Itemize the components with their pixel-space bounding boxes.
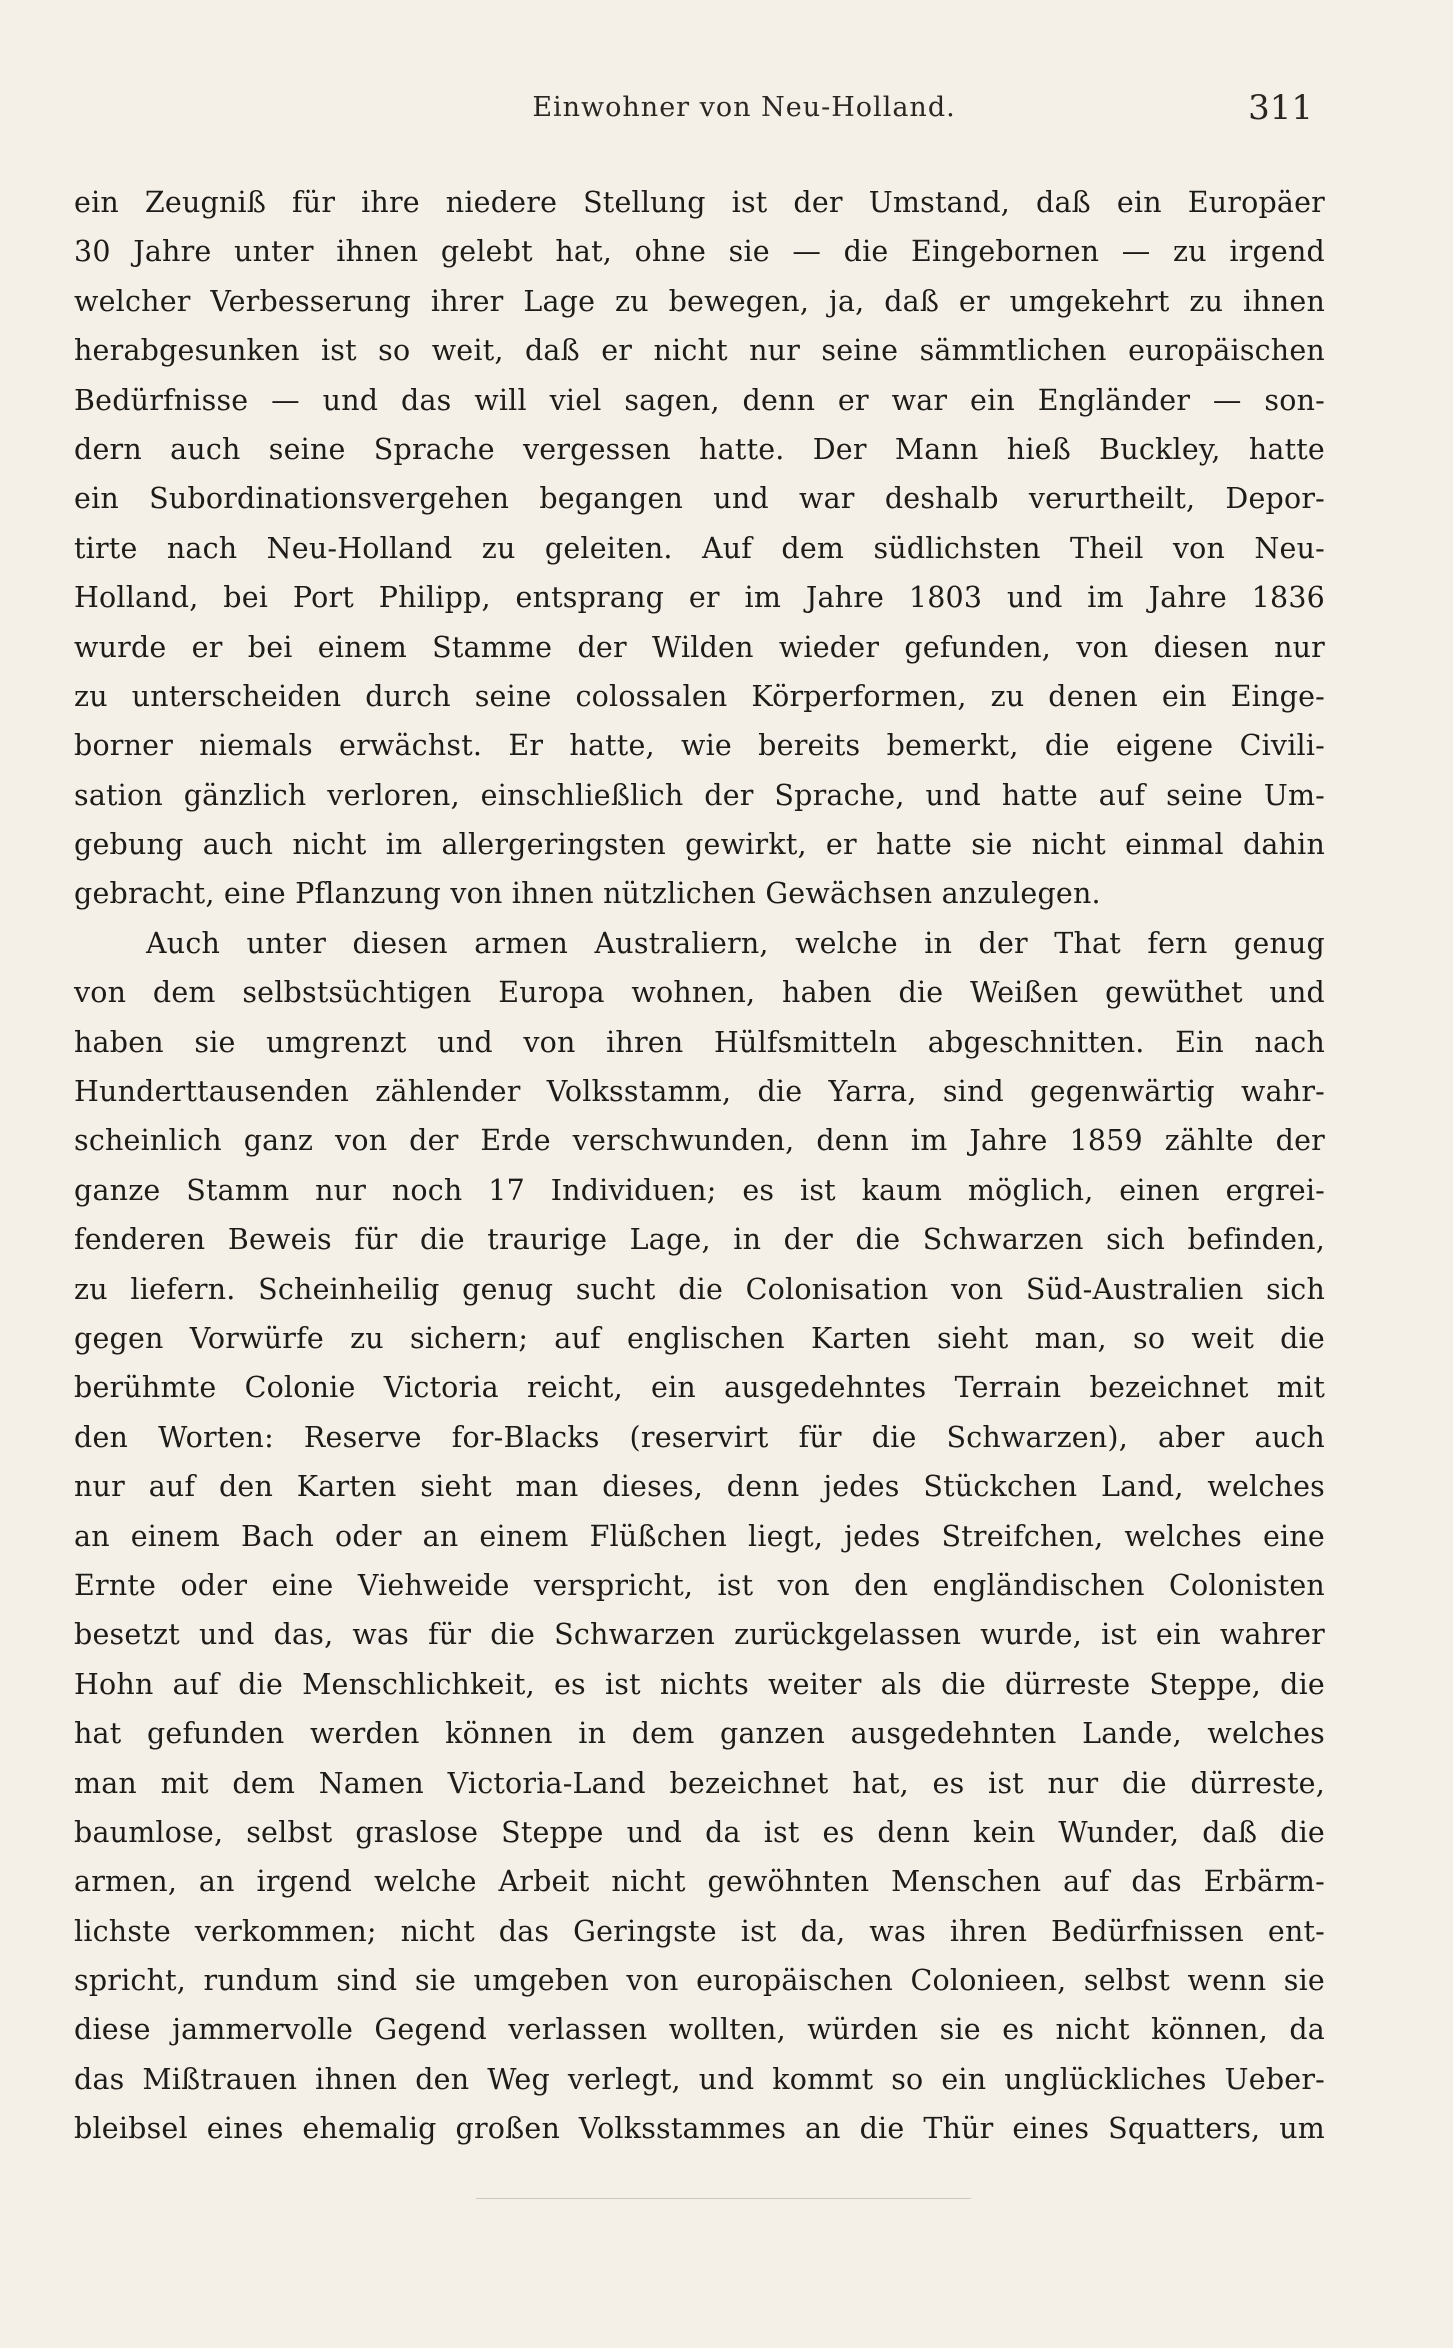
- page-header: [74, 88, 1313, 142]
- text-line: das Mißtrauen ihnen den Weg verlegt, und kommt so ein unglückliches Ueber-: [74, 2062, 1325, 2096]
- text-line: spricht, rundum sind sie umgeben von europäischen Colonieen, selbst wenn sie: [74, 1964, 1325, 1998]
- body-text: [74, 178, 1325, 2154]
- text-line: dern auch seine Sprache vergessen hatte. Der Mann hieß Buckley, hatte: [74, 432, 1325, 466]
- text-line: ganze Stamm nur noch 17 Individuen; es ist kaum möglich, einen ergrei-: [74, 1173, 1325, 1207]
- text-line: diese jammervolle Gegend verlassen wollten, würden sie es nicht können, da: [74, 2013, 1325, 2047]
- text-line: 30 Jahre unter ihnen gelebt hat, ohne sie — die Eingebornen — zu irgend: [74, 235, 1325, 269]
- text-line: berühmte Colonie Victoria reicht, ein ausgedehntes Terrain bezeichnet mit: [74, 1371, 1325, 1405]
- text-line: zu unterscheiden durch seine colossalen Körperformen, zu denen ein Einge-: [74, 679, 1325, 713]
- text-line: an einem Bach oder an einem Flüßchen liegt, jedes Streifchen, welches eine: [74, 1519, 1325, 1553]
- text-line: gebung auch nicht im allergeringsten gewirkt, er hatte sie nicht einmal dahin: [74, 828, 1325, 862]
- text-line: zu liefern. Scheinheilig genug sucht die Colonisation von Süd-Australien sich: [74, 1272, 1325, 1306]
- paragraph-start-line: Auch unter diesen armen Australiern, welche in der That fern genug: [146, 926, 1325, 960]
- text-line: borner niemals erwächst. Er hatte, wie bereits bemerkt, die eigene Civili-: [74, 729, 1325, 763]
- text-line: nur auf den Karten sieht man dieses, denn jedes Stückchen Land, welches: [74, 1470, 1325, 1504]
- text-line: baumlose, selbst graslose Steppe und da ist es denn kein Wunder, daß die: [74, 1815, 1325, 1849]
- text-line: ein Zeugniß für ihre niedere Stellung ist der Umstand, daß ein Europäer: [74, 186, 1325, 219]
- text-line: sation gänzlich verloren, einschließlich der Sprache, und hatte auf seine Um-: [74, 778, 1325, 812]
- text-line: gegen Vorwürfe zu sichern; auf englischen Karten sieht man, so weit die: [74, 1321, 1325, 1355]
- text-line: Ernte oder eine Viehweide verspricht, ist von den engländischen Colonisten: [74, 1568, 1325, 1602]
- text-line: lichste verkommen; nicht das Geringste ist da, was ihren Bedürfnissen ent-: [74, 1914, 1325, 1948]
- text-line: haben sie umgrenzt und von ihren Hülfsmitteln abgeschnitten. Ein nach: [74, 1025, 1325, 1059]
- page-number: 311: [1248, 88, 1313, 128]
- text-line: scheinlich ganz von der Erde verschwunden, denn im Jahre 1859 zählte der: [74, 1124, 1325, 1158]
- text-line: wurde er bei einem Stamme der Wilden wieder gefunden, von diesen nur: [74, 630, 1325, 664]
- text-line: herabgesunken ist so weit, daß er nicht nur seine sämmtlichen europäischen: [74, 334, 1325, 368]
- text-line: tirte nach Neu-Holland zu geleiten. Auf dem südlichsten Theil von Neu-: [74, 531, 1325, 565]
- text-line: fenderen Beweis für die traurige Lage, in der die Schwarzen sich befinden,: [74, 1223, 1325, 1257]
- text-line: bleibsel eines ehemalig großen Volksstammes an die Thür eines Squatters, um: [74, 2112, 1325, 2146]
- text-line: Bedürfnisse — und das will viel sagen, denn er war ein Engländer — son-: [74, 383, 1325, 417]
- paragraph-end-line: gebracht, eine Pflanzung von ihnen nützlichen Gewächsen anzulegen.: [74, 877, 1101, 911]
- text-line: Hohn auf die Menschlichkeit, es ist nichts weiter als die dürreste Steppe, die: [74, 1667, 1325, 1701]
- text-line: hat gefunden werden können in dem ganzen ausgedehnten Lande, welches: [74, 1717, 1325, 1751]
- footer-rule: [476, 2198, 971, 2199]
- text-line: welcher Verbesserung ihrer Lage zu bewegen, ja, daß er umgekehrt zu ihnen: [74, 284, 1325, 318]
- text-line: Hunderttausenden zählender Volksstamm, die Yarra, sind gegenwärtig wahr-: [74, 1075, 1325, 1109]
- text-line: man mit dem Namen Victoria-Land bezeichnet hat, es ist nur die dürreste,: [74, 1766, 1325, 1800]
- text-line: ein Subordinationsvergehen begangen und war deshalb verurtheilt, Depor-: [74, 482, 1325, 516]
- text-line: armen, an irgend welche Arbeit nicht gewöhnten Menschen auf das Erbärm-: [74, 1865, 1325, 1899]
- text-line: Holland, bei Port Philipp, entsprang er im Jahre 1803 und im Jahre 1836: [74, 581, 1325, 615]
- running-title: Einwohner von Neu-Holland.: [532, 92, 956, 123]
- text-line: von dem selbstsüchtigen Europa wohnen, haben die Weißen gewüthet und: [74, 976, 1325, 1010]
- text-line: besetzt und das, was für die Schwarzen zurückgelassen wurde, ist ein wahrer: [74, 1618, 1325, 1652]
- text-line: den Worten: Reserve for-Blacks (reservirt für die Schwarzen), aber auch: [74, 1420, 1325, 1454]
